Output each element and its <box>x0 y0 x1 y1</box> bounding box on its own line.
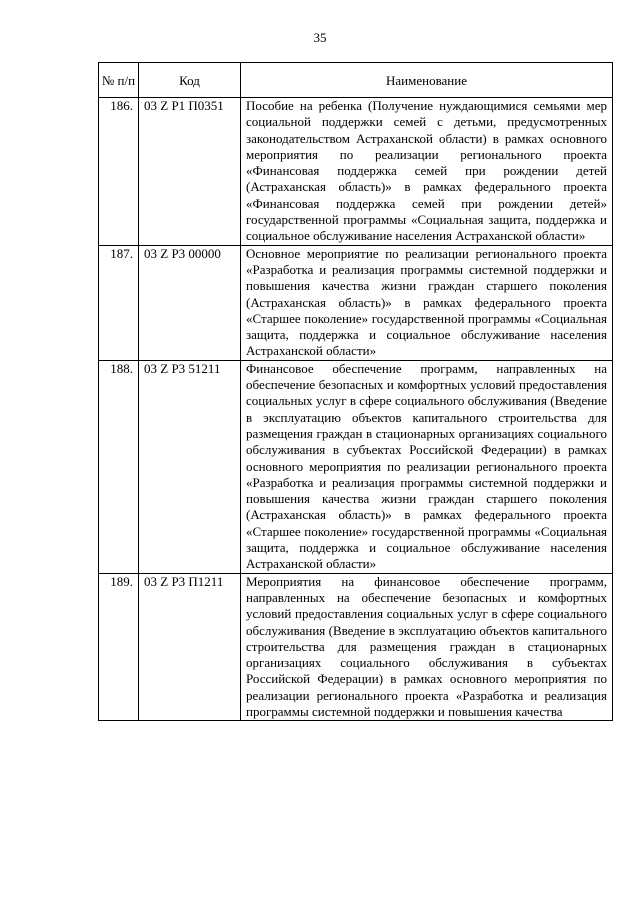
table-header-row <box>99 63 613 98</box>
row-name: Мероприятия на финансовое обеспечение программ, направленных на обеспечение безопасных и комфортных условий предоставления социальных услуг в сфере социального обслуживания (Введение в эксплуатацию объектов капитального строительства для размещения граждан в стационарных организациях социального обслуживания в субъектах Российской Федерации) в рамках основного мероприятия по реализации регионального проекта «Разработка и реализация программы системной поддержки и повышения качества <box>241 573 613 721</box>
row-number: 187. <box>99 245 139 360</box>
budget-code-table <box>98 62 613 721</box>
table-row <box>99 98 613 246</box>
header-code: Код <box>139 63 241 98</box>
row-number: 186. <box>99 98 139 246</box>
row-number: 188. <box>99 360 139 573</box>
row-code: 03 Z P3 51211 <box>139 360 241 573</box>
row-name: Финансовое обеспечение программ, направленных на обеспечение безопасных и комфортных условий предоставления социальных услуг в сфере социального обслуживания (Введение в эксплуатацию объектов капитального строительства для размещения граждан в стационарных организациях социального обслуживания в субъектах Российской Федерации) в рамках основного мероприятия по реализации регионального проекта «Разработка и реализация программы системной поддержки и повышения качества жизни граждан старшего поколения (Астраханская область)» в рамках федерального проекта «Старшее поколение» государственной программы «Социальная защита, поддержка и социальное обслуживание населения Астраханской области» <box>241 360 613 573</box>
row-code: 03 Z P3 П1211 <box>139 573 241 721</box>
row-number: 189. <box>99 573 139 721</box>
row-name: Основное мероприятие по реализации регионального проекта «Разработка и реализация программы системной поддержки и повышения качества жизни граждан старшего поколения (Астраханская область)» в рамках федерального проекта «Старшее поколение» государственной программы «Социальная защита, поддержка и социальное обслуживание населения Астраханской области» <box>241 245 613 360</box>
table-row <box>99 573 613 721</box>
table-row <box>99 245 613 360</box>
row-code: 03 Z P3 00000 <box>139 245 241 360</box>
page-number: 35 <box>313 30 327 45</box>
table-row <box>99 360 613 573</box>
header-name: Наименование <box>241 63 613 98</box>
header-num: № п/п <box>99 63 139 98</box>
row-code: 03 Z P1 П0351 <box>139 98 241 246</box>
row-name: Пособие на ребенка (Получение нуждающимися семьями мер социальной поддержки семей с детьми, предусмотренных законодательством Астраханской области) в рамках основного мероприятия по реализации регионального проекта «Финансовая поддержка семей при рождении детей (Астраханская область)» в рамках федерального проекта «Финансовая поддержка семей при рождении детей» государственной программы «Социальная защита, поддержка и социальное обслуживание населения Астраханской области» <box>241 98 613 246</box>
